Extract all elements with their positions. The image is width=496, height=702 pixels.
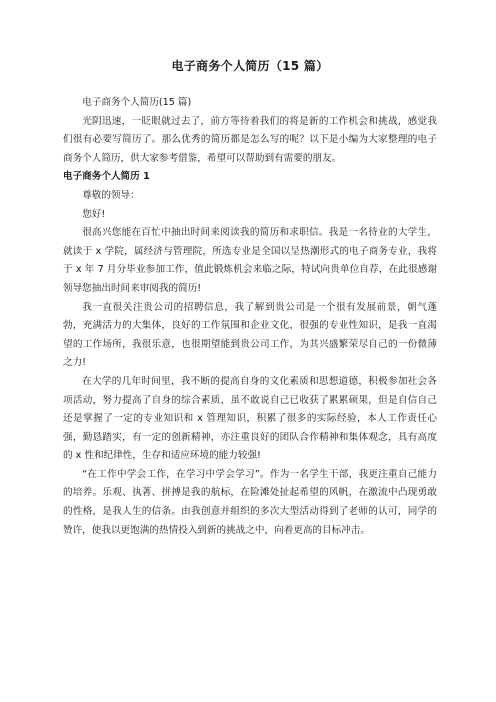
body-paragraph: “在工作中学会工作，在学习中学会学习”。作为一名学生干部，我更注重自己能力的培养。乐观、执著、拼搏是我的航标，在险滩处扯起希望的风帆，在激流中凸现勇敢的性格，是我人生的信条。由我创意并组织的多次大型活动得到了老师的认可，同学的赞许，使我以更饱满的热情投入到新的挑战之中，向着更高的目标冲击。 (63, 468, 437, 536)
intro-heading: 电子商务个人简历(15 篇) (82, 97, 192, 108)
body-paragraph: 我一直很关注贵公司的招聘信息，我了解到贵公司是一个很有发展前景，朝气蓬勃，充满活力的大集体，良好的工作氛围和企业文化，很强的专业性知识，是我一直渴望的工作场所，我很乐意，也很期望能到贵公司工作，为其兴盛繁荣尽自己的一份微薄之力! (63, 301, 437, 369)
document-title: 电子商务个人简历（15 篇） (171, 59, 329, 73)
section-heading: 电子商务个人简历 1 (63, 171, 150, 183)
intro-paragraph: 光阴迅速，一眨眼就过去了，前方等待着我们的将是新的工作机会和挑战，感觉我们很有必要写简历了。那么优秀的简历都是怎么写的呢？以下是小编为大家整理的电子商务个人简历，供大家参考借鉴，希望可以帮助到有需要的朋友。 (63, 115, 437, 164)
salutation: 尊敬的领导： (82, 189, 140, 201)
body-paragraph: 在大学的几年时间里，我不断的提高自身的文化素质和思想道德，积极参加社会各项活动，努力提高了自身的综合素质，虽不敢说自己已收获了累累硕果，但是自信自己还是掌握了一定的专业知识和 x 管理知识，积累了很多的实际经验，本人工作责任心强，勤恳踏实，有一定的创新精神，亦注重良好的团队合作精神和集体观念，具有高度的 x 性和纪律性，生存和适应环境的能力较强! (63, 375, 437, 462)
greeting: 您好! (82, 208, 106, 220)
body-paragraph: 很高兴您能在百忙中抽出时间来阅读我的简历和求职信。我是一名待业的大学生，就读于 x 学院，属经济与管理院，所选专业是全国以呈热潮形式的电子商务专业，我将于 x 年 7 月分毕业参加工作，值此锻炼机会来临之际，特试向贵单位自荐，在此很感谢领导您抽出时间来审阅我的简历! (63, 227, 437, 294)
